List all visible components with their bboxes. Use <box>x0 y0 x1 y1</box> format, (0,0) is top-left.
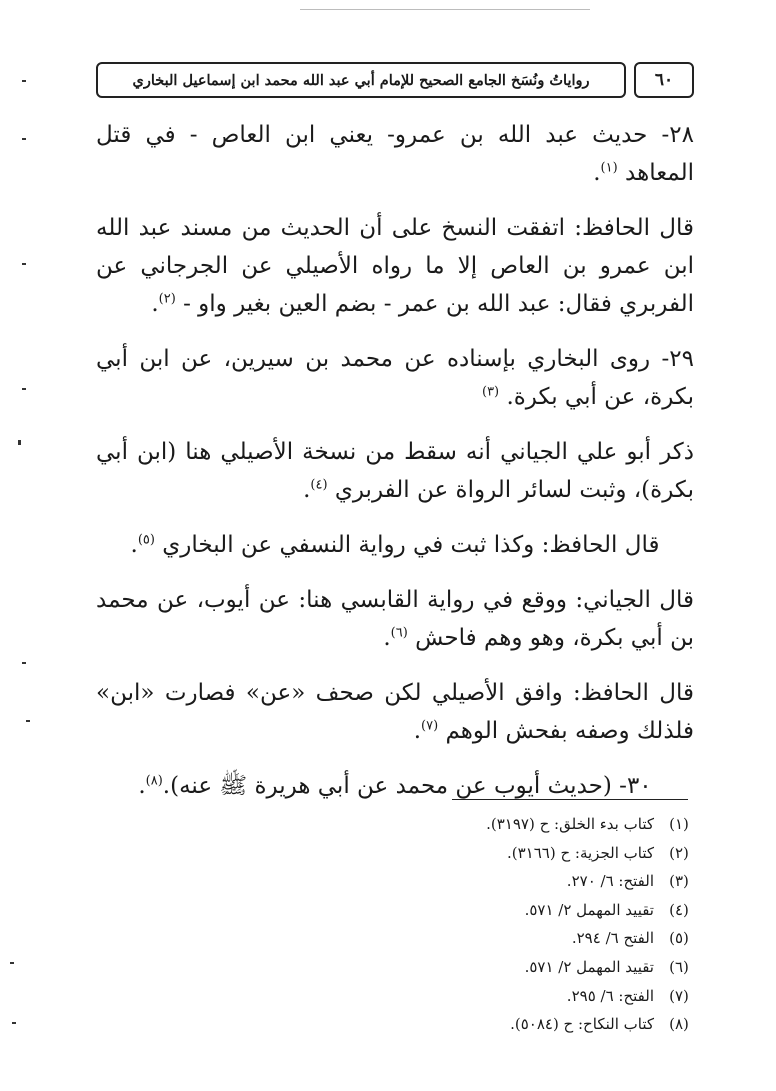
scan-speck <box>22 388 26 390</box>
footnote-item: (٣) الفتح: ٦/ ٢٧٠. <box>566 872 689 891</box>
scan-speck <box>18 440 21 445</box>
scan-speck <box>22 662 26 664</box>
page-number: ٦٠ <box>634 62 694 98</box>
footnote-item: (٨) كتاب النكاح: ح (٥٠٨٤). <box>510 1015 689 1034</box>
footnote-ref: (٦) <box>390 625 408 641</box>
scan-speck <box>12 1022 16 1024</box>
footnote-item: (٤) تقييد المهمل ٢/ ٥٧١. <box>524 900 689 919</box>
top-rule <box>300 9 590 10</box>
running-header <box>96 62 694 100</box>
scan-speck <box>22 263 26 265</box>
scan-speck <box>10 962 14 964</box>
footnote-item: (٧) الفتح: ٦/ ٢٩٥. <box>566 986 689 1005</box>
paragraph-hadith-29: ٢٩- روى البخاري بإسناده عن محمد بن سيرين، عن ابن أبي بكرة، عن أبي بكرة. $^{(٣)}$ <box>96 346 694 410</box>
body-text <box>96 116 694 822</box>
footnote-ref: (٤) <box>310 477 328 493</box>
footnote-ref: (٨) <box>145 773 163 789</box>
header-title: رواياتُ ونُسَخ الجامع الصحيح للإمام أبي عبد الله محمد ابن إسماعيل البخاري <box>96 62 626 98</box>
footnote-ref: (٣) <box>481 384 500 400</box>
footnote-item: (٥) الفتح ٦/ ٢٩٤. <box>571 929 689 948</box>
footnote-ref: (١) <box>600 160 618 176</box>
footnote-separator <box>452 799 688 800</box>
footnote-ref: (٧) <box>421 718 439 734</box>
paragraph-hafiz-comment: قال الحافظ: اتفقت النسخ على أن الحديث من مسند عبد الله ابن عمرو بن العاص إلا ما رواه الأصيلي عن الجرجاني عن الفربري فقال: عبد الله بن عمر - بضم العين بغير واو - $^{(٢)}$. <box>96 215 694 317</box>
scan-speck <box>22 138 26 140</box>
paragraph-hafiz-nasafi: قال الحافظ: وكذا ثبت في رواية النسفي عن البخاري $^{(٥)}$. <box>130 532 660 558</box>
footnote-item: (١) كتاب بدء الخلق: ح (٣١٩٧). <box>486 815 689 833</box>
footnotes <box>300 810 694 1039</box>
paragraph-hadith-28: ٢٨- حديث عبد الله بن عمرو- يعني ابن العاص - في قتل المعاهد $^{(١)}$. <box>96 122 694 186</box>
paragraph-hafiz-asili: قال الحافظ: وافق الأصيلي لكن صحف «عن» فصارت «ابن» فلذلك وصفه بفحش الوهم $^{(٧)}$. <box>96 680 694 744</box>
scan-speck <box>26 720 30 722</box>
footnote-ref: (٥) <box>137 532 155 548</box>
paragraph-jayyani-qabisi: قال الجياني: ووقع في رواية القابسي هنا: عن أيوب، عن محمد بن أبي بكرة، وهو وهم فاحش $^{(٦)}$. <box>96 587 694 651</box>
paragraph-jayyani-note: ذكر أبو علي الجياني أنه سقط من نسخة الأصيلي هنا (ابن أبي بكرة)، وثبت لسائر الرواة عن الفربري $^{(٤)}$. <box>96 439 694 503</box>
footnote-item: (٦) تقييد المهمل ٢/ ٥٧١. <box>524 957 689 976</box>
footnote-item: (٢) كتاب الجزية: ح (٣١٦٦). <box>506 843 689 862</box>
paragraph-hadith-30: ٣٠- (حديث أيوب عن محمد عن أبي هريرة ﷺ عنه).$^{(٨)}$. <box>138 773 652 799</box>
footnote-ref: (٢) <box>158 291 176 307</box>
scan-speck <box>22 80 26 82</box>
